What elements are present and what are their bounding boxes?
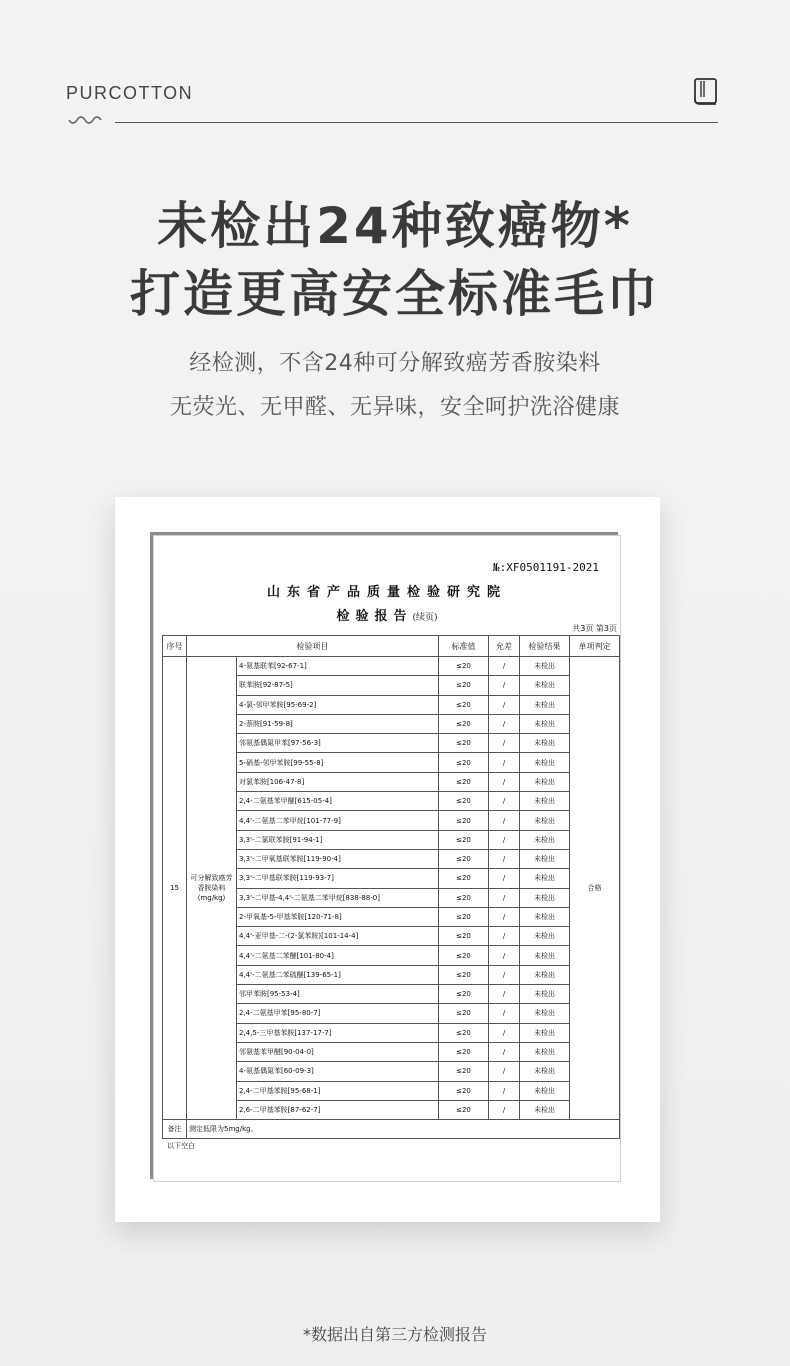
item-cell: 联苯胺[92-87-5]: [237, 676, 439, 695]
report-title-text: 检验报告: [336, 609, 413, 624]
standard-cell: ≤20: [439, 927, 489, 946]
item-cell: 4-氯-邻甲苯胺[95-69-2]: [237, 695, 439, 714]
item-cell: 3,3'-二氯联苯胺[91-94-1]: [237, 830, 439, 849]
header-divider: [115, 122, 718, 123]
result-cell: 未检出: [520, 946, 570, 965]
item-cell: 4,4'-二氨基二苯醚[101-80-4]: [237, 946, 439, 965]
result-cell: 未检出: [520, 1004, 570, 1023]
item-cell: 对氯苯胺[106-47-8]: [237, 772, 439, 791]
item-cell: 3,3'-二甲氧基联苯胺[119-90-4]: [237, 849, 439, 868]
result-cell: 未检出: [520, 985, 570, 1004]
tolerance-cell: /: [489, 927, 520, 946]
header-tolerance: 允差: [489, 636, 520, 657]
institute-name: 山东省产品质量检验研究院: [266, 585, 507, 600]
book-icon[interactable]: [692, 77, 720, 107]
tolerance-cell: /: [489, 830, 520, 849]
tolerance-cell: /: [489, 985, 520, 1004]
tolerance-cell: /: [489, 811, 520, 830]
tolerance-cell: /: [489, 676, 520, 695]
item-cell: 2-萘胺[91-59-8]: [237, 714, 439, 733]
standard-cell: ≤20: [439, 695, 489, 714]
item-cell: 3,3'-二甲基联苯胺[119-93-7]: [237, 869, 439, 888]
standard-cell: ≤20: [439, 772, 489, 791]
item-cell: 2,6-二甲基苯胺[87-62-7]: [237, 1100, 439, 1119]
item-cell: 2-甲氧基-5-甲基苯胺[120-71-8]: [237, 907, 439, 926]
table-header-row: [163, 636, 620, 657]
item-cell: 3,3'-二甲基-4,4'-二氨基二苯甲烷[838-88-0]: [237, 888, 439, 907]
item-cell: 2,4-二氨基苯甲醚[615-05-4]: [237, 792, 439, 811]
header-standard: 标准值: [439, 636, 489, 657]
remark-row: [163, 1120, 620, 1139]
standard-cell: ≤20: [439, 888, 489, 907]
item-cell: 2,4-二甲基苯胺[95-68-1]: [237, 1081, 439, 1100]
hero-subline-2: 无荧光、无甲醛、无异味，安全呵护洗浴健康: [169, 395, 620, 420]
result-cell: 未检出: [520, 792, 570, 811]
remark-text: 测定低限为5mg/kg。: [187, 1120, 620, 1139]
report-number: №:XF0501191-2021: [493, 561, 599, 574]
standard-cell: ≤20: [439, 1042, 489, 1061]
report-title: [153, 605, 621, 624]
result-cell: 未检出: [520, 965, 570, 984]
tolerance-cell: /: [489, 734, 520, 753]
result-cell: 未检出: [520, 830, 570, 849]
tolerance-cell: /: [489, 792, 520, 811]
standard-cell: ≤20: [439, 792, 489, 811]
result-cell: 未检出: [520, 888, 570, 907]
header-judgement: 单项判定: [570, 636, 620, 657]
result-cell: 未检出: [520, 676, 570, 695]
item-cell: 4,4'-亚甲基-二-(2-氯苯胺)[101-14-4]: [237, 927, 439, 946]
standard-cell: ≤20: [439, 1004, 489, 1023]
header-seq: 序号: [163, 636, 187, 657]
blank-note: 以下空白: [167, 1142, 195, 1150]
test-report-sheet: [153, 535, 621, 1182]
header-result: 检验结果: [520, 636, 570, 657]
result-cell: 未检出: [520, 869, 570, 888]
remark-label: 备注: [163, 1120, 187, 1139]
judgement-cell: 合格: [570, 657, 620, 1120]
item-cell: 4-氨基联苯[92-67-1]: [237, 657, 439, 676]
category-cell: 可分解致癌芳香胺染料(mg/kg): [187, 657, 237, 1120]
result-cell: 未检出: [520, 695, 570, 714]
brand-logo-text: PURCOTTON: [66, 83, 194, 103]
item-cell: 4,4'-二氨基二苯甲烷[101-77-9]: [237, 811, 439, 830]
wave-decoration-icon: [68, 116, 102, 128]
standard-cell: ≤20: [439, 676, 489, 695]
standard-cell: ≤20: [439, 1100, 489, 1119]
item-cell: 2,4,5-三甲基苯胺[137-17-7]: [237, 1023, 439, 1042]
tolerance-cell: /: [489, 869, 520, 888]
result-cell: 未检出: [520, 714, 570, 733]
item-cell: 邻甲苯胺[95-53-4]: [237, 985, 439, 1004]
item-cell: 邻氨基苯甲醚[90-04-0]: [237, 1042, 439, 1061]
standard-cell: ≤20: [439, 849, 489, 868]
standard-cell: ≤20: [439, 830, 489, 849]
tolerance-cell: /: [489, 1062, 520, 1081]
standard-cell: ≤20: [439, 714, 489, 733]
tolerance-cell: /: [489, 695, 520, 714]
standard-cell: ≤20: [439, 985, 489, 1004]
tolerance-cell: /: [489, 849, 520, 868]
result-cell: 未检出: [520, 1042, 570, 1061]
tolerance-cell: /: [489, 1023, 520, 1042]
standard-cell: ≤20: [439, 1062, 489, 1081]
hero-headline-1: 未检出24种致癌物*: [157, 197, 633, 255]
header-item: 检验项目: [187, 636, 439, 657]
standard-cell: ≤20: [439, 734, 489, 753]
hero-headline-2: 打造更高安全标准毛巾: [130, 265, 660, 323]
result-cell: 未检出: [520, 927, 570, 946]
item-cell: 5-硝基-邻甲苯胺[99-55-8]: [237, 753, 439, 772]
tolerance-cell: /: [489, 1081, 520, 1100]
item-cell: 邻氨基偶氮甲苯[97-56-3]: [237, 734, 439, 753]
tolerance-cell: /: [489, 907, 520, 926]
report-title-note: (续页): [412, 613, 438, 623]
item-cell: 4,4'-二氨基二苯硫醚[139-65-1]: [237, 965, 439, 984]
result-cell: 未检出: [520, 1081, 570, 1100]
result-cell: 未检出: [520, 734, 570, 753]
tolerance-cell: /: [489, 714, 520, 733]
result-cell: 未检出: [520, 1023, 570, 1042]
result-cell: 未检出: [520, 811, 570, 830]
tolerance-cell: /: [489, 772, 520, 791]
result-cell: 未检出: [520, 657, 570, 676]
standard-cell: ≤20: [439, 1081, 489, 1100]
standard-cell: ≤20: [439, 1023, 489, 1042]
result-cell: 未检出: [520, 1100, 570, 1119]
standard-cell: ≤20: [439, 811, 489, 830]
standard-cell: ≤20: [439, 869, 489, 888]
table-row: [163, 657, 620, 676]
standard-cell: ≤20: [439, 946, 489, 965]
tolerance-cell: /: [489, 888, 520, 907]
standard-cell: ≤20: [439, 753, 489, 772]
hero-subline-1: 经检测，不含24种可分解致癌芳香胺染料: [189, 351, 601, 376]
result-cell: 未检出: [520, 772, 570, 791]
tolerance-cell: /: [489, 1004, 520, 1023]
tolerance-cell: /: [489, 657, 520, 676]
item-cell: 4-氨基偶氮苯[60-09-3]: [237, 1062, 439, 1081]
result-cell: 未检出: [520, 907, 570, 926]
tolerance-cell: /: [489, 1100, 520, 1119]
source-caption: *数据出自第三方检测报告: [302, 1325, 487, 1344]
standard-cell: ≤20: [439, 907, 489, 926]
tolerance-cell: /: [489, 946, 520, 965]
tolerance-cell: /: [489, 965, 520, 984]
page-count: 共3页 第3页: [572, 624, 617, 633]
result-cell: 未检出: [520, 753, 570, 772]
seq-cell: 15: [163, 657, 187, 1120]
tolerance-cell: /: [489, 753, 520, 772]
report-table: [162, 635, 620, 1139]
tolerance-cell: /: [489, 1042, 520, 1061]
result-cell: 未检出: [520, 1062, 570, 1081]
standard-cell: ≤20: [439, 657, 489, 676]
item-cell: 2,4-二氨基甲苯[95-80-7]: [237, 1004, 439, 1023]
standard-cell: ≤20: [439, 965, 489, 984]
result-cell: 未检出: [520, 849, 570, 868]
